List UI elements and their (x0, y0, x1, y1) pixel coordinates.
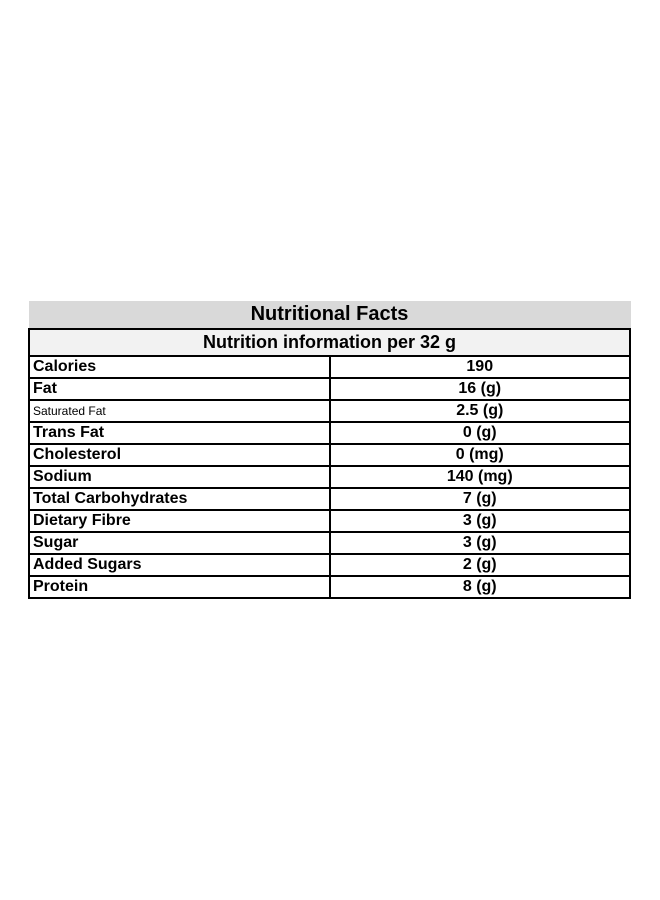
nutrient-value: 2 (g) (330, 554, 631, 576)
nutrient-value: 3 (g) (330, 510, 631, 532)
table-subtitle: Nutrition information per 32 g (29, 329, 630, 356)
table-row (29, 444, 630, 466)
title-row (29, 301, 630, 329)
table-row (29, 532, 630, 554)
nutrient-name: Dietary Fibre (29, 510, 330, 532)
nutrient-value: 0 (mg) (330, 444, 631, 466)
nutrient-value: 2.5 (g) (330, 400, 631, 422)
nutrient-name: Calories (29, 356, 330, 378)
nutrient-value: 7 (g) (330, 488, 631, 510)
nutrient-value: 3 (g) (330, 532, 631, 554)
nutrient-value: 0 (g) (330, 422, 631, 444)
nutrient-name: Added Sugars (29, 554, 330, 576)
table-row (29, 422, 630, 444)
table-row (29, 576, 630, 598)
nutrient-name: Sodium (29, 466, 330, 488)
nutrient-value: 8 (g) (330, 576, 631, 598)
nutrient-value: 16 (g) (330, 378, 631, 400)
table-row (29, 510, 630, 532)
nutrition-facts-table (28, 301, 631, 599)
nutrient-name: Fat (29, 378, 330, 400)
table-row (29, 466, 630, 488)
nutrient-name: Saturated Fat (29, 400, 330, 422)
nutrient-name: Protein (29, 576, 330, 598)
nutrient-value: 190 (330, 356, 631, 378)
table-row (29, 554, 630, 576)
nutrient-value: 140 (mg) (330, 466, 631, 488)
table-row (29, 400, 630, 422)
nutrient-name: Trans Fat (29, 422, 330, 444)
nutrient-name: Sugar (29, 532, 330, 554)
table-title: Nutritional Facts (29, 301, 630, 329)
nutrient-name: Total Carbohydrates (29, 488, 330, 510)
table-row (29, 356, 630, 378)
nutrient-name: Cholesterol (29, 444, 330, 466)
subtitle-row (29, 329, 630, 356)
table-row (29, 378, 630, 400)
table-row (29, 488, 630, 510)
